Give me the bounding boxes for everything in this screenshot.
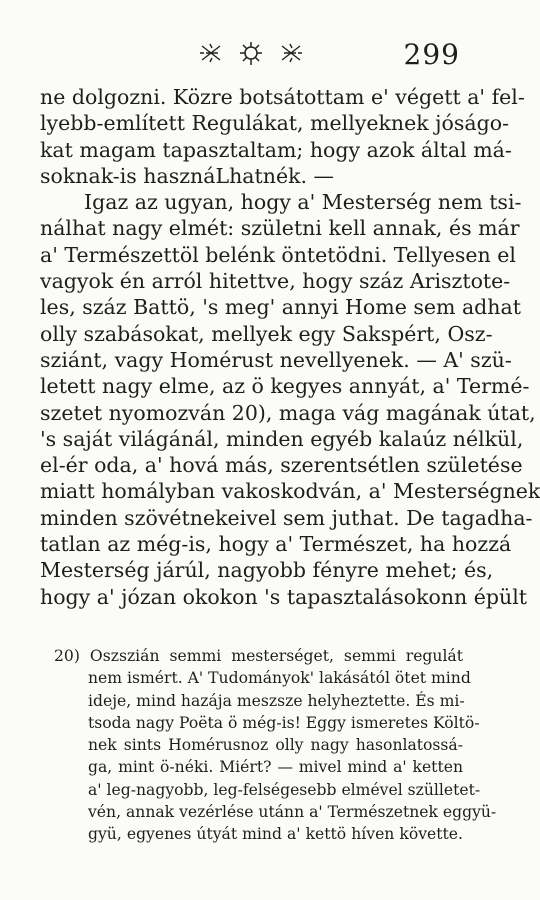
footnote-line: a' leg-nagyobb, leg-felségesebb elmével szülletet- [88, 780, 481, 799]
text-line: kat magam tapasztaltam; hogy azok által má- [40, 137, 512, 162]
text-line: Igaz az ugyan, hogy a' Mesterség nem tsi- [84, 190, 522, 215]
footnote [48, 645, 497, 846]
text-line: vagyok én arról hitettve, hogy száz Arisztote- [40, 269, 511, 294]
text-line: sziánt, vagy Homérust nevellyenek. — A' szü- [40, 347, 512, 372]
text-line: nálhat nagy elmét: születni kell annak, és már [40, 216, 520, 241]
footnote-line: ideje, mind hazája meszsze helyheztette. És mi- [88, 691, 465, 710]
footnote-line: nek sints Homérusnoz olly nagy hasonlatossá- [88, 736, 463, 755]
text-line: hogy a' józan okokon 's tapasztalásokonn épült [40, 584, 528, 609]
text-line: letett nagy elme, az ö kegyes annyát, a' Termé- [40, 374, 530, 399]
footnote-line: gyü, egyenes útyát mind a' kettö híven követte. [88, 825, 463, 844]
text-line: el-ér oda, a' hová más, szerentsétlen születése [40, 453, 523, 478]
text-line: soknak-is hasznáLhatnék. — [40, 163, 335, 188]
page-number: 299 [403, 38, 460, 71]
footnote-line: nem ismért. A' Tudományok' lakásától ötet mind [88, 669, 471, 688]
footnote-line: ga, mint ö-néki. Miért? — mivel mind a' ketten [88, 758, 463, 777]
text-line: minden szövétnekeivel sem juthat. De tagadha- [40, 505, 533, 530]
text-line: miatt homályban vakoskodván, a' Mesterségnek [40, 479, 540, 504]
text-line: lyebb-említett Regulákat, mellyeknek jóságo- [40, 111, 509, 136]
text-line: Mesterség járúl, nagyobb fényre mehet; és, [40, 558, 494, 583]
text-line: a' Természettöl belénk öntetödni. Tellyesen el [40, 242, 516, 267]
text-line: tatlan az még-is, hogy a' Természet, ha hozzá [40, 532, 512, 557]
footnote-line: tsoda nagy Poëta ö még-is! Eggy ismeretes Költö- [88, 713, 480, 732]
footnote-line: vén, annak vezérlése utánn a' Természetnek eggyü- [88, 803, 497, 822]
main-text [40, 84, 540, 610]
text-line: olly szabásokat, mellyek egy Sakspért, Osz- [40, 321, 493, 346]
text-line: les, száz Battö, 's meg' annyi Home sem adhat [40, 295, 521, 320]
ornament-icon [196, 40, 306, 68]
text-line: szetet nyomozván 20), maga vág magának útat, [40, 400, 536, 425]
page-header [0, 38, 502, 78]
footnote-line: 20) Oszszián semmi mesterséget, semmi regulát [54, 647, 463, 665]
text-line: 's saját világánál, minden egyéb kalaúz nélkül, [40, 426, 524, 451]
text-line: ne dolgozni. Közre botsátottam e' végett a' fel- [40, 85, 525, 109]
